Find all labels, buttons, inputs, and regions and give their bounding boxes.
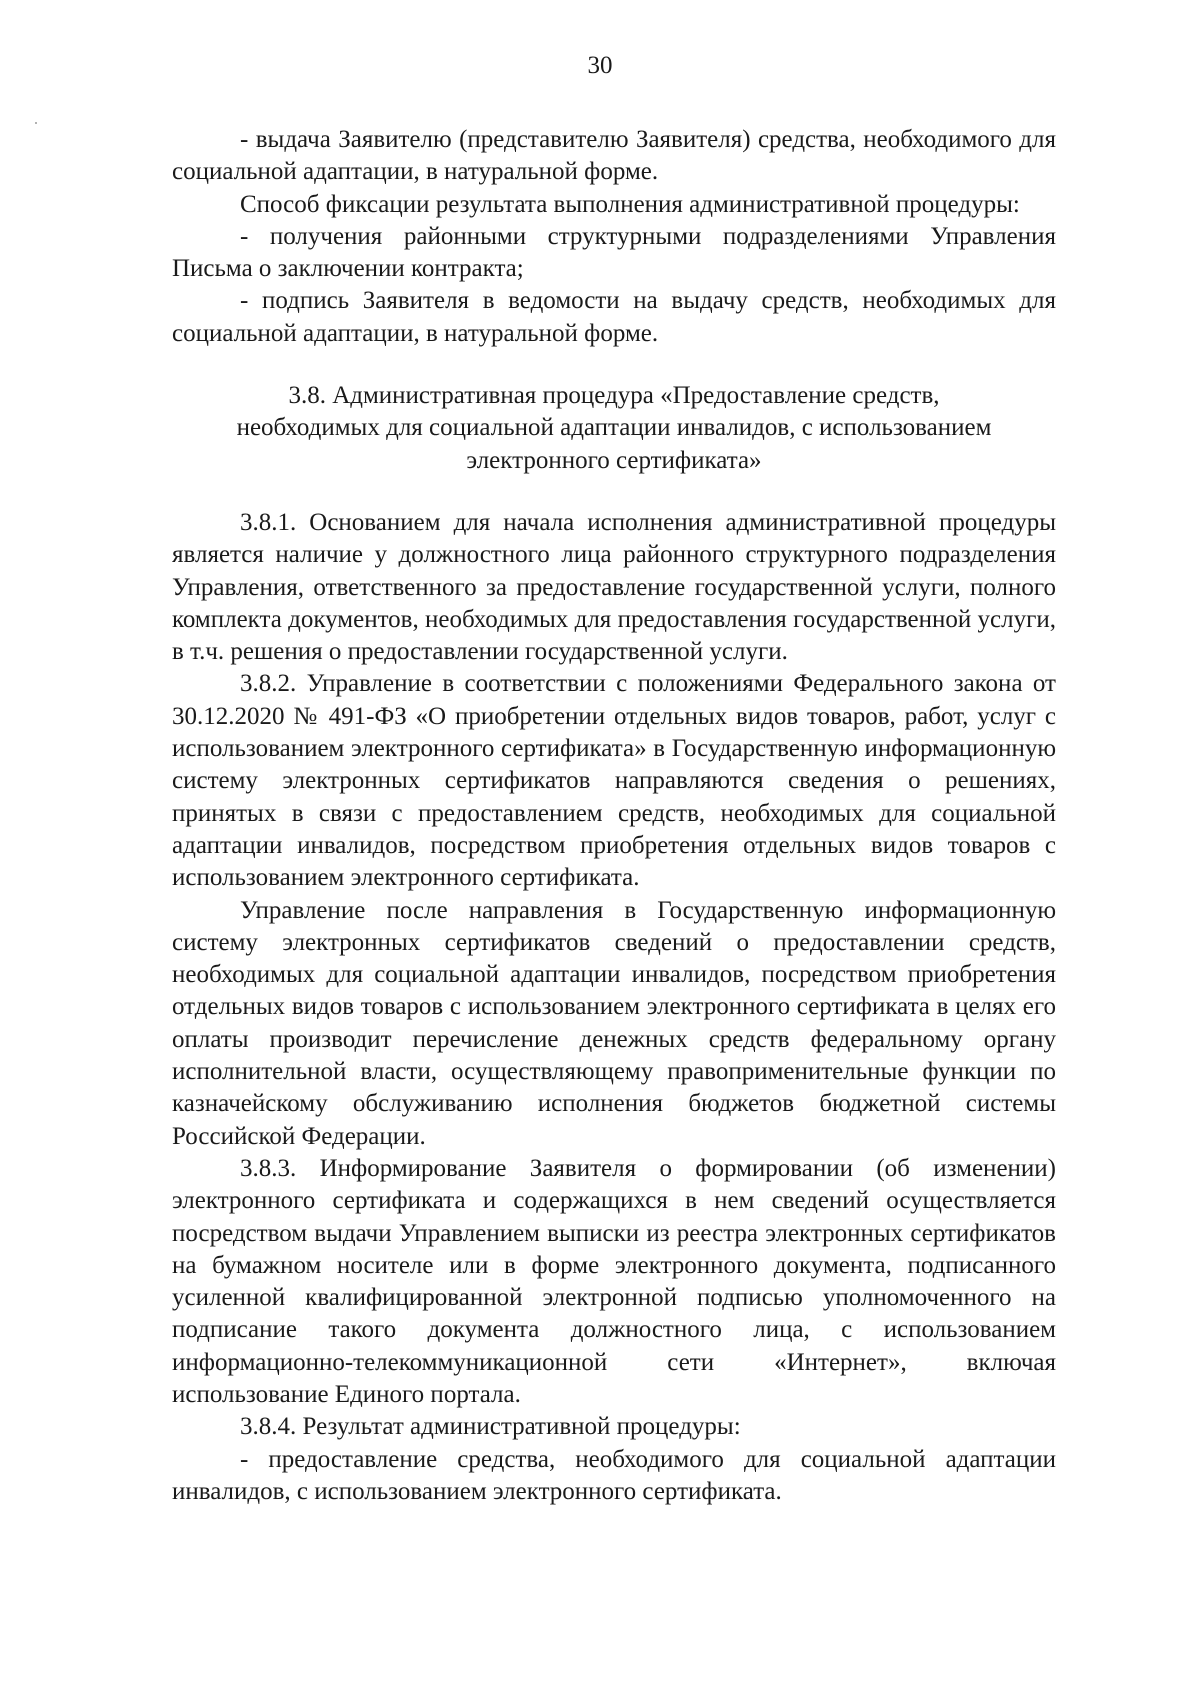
paragraph-issuance: - выдача Заявителю (представителю Заявителя) средства, необходимого для социальной адаптации, в натуральной форме.	[172, 126, 1056, 186]
paragraph-result: - предоставление средства, необходимого для социальной адаптации инвалидов, с использованием электронного сертификата.	[172, 1445, 1056, 1505]
paragraph-3-8-2: 3.8.2. Управление в соответствии с положениями Федерального закона от 30.12.2020 № 491-ФЗ «О приобретении отдельных видов товаров, работ, услуг с использованием электронного сертификата» в Государственную информационную систему электронных сертификатов направляются сведения о решениях, принятых в связи с предоставлением средств, необходимых для социальной адаптации инвалидов, посредством приобретения отдельных видов товаров с использованием электронного сертификата.	[172, 670, 1056, 892]
page-number: 30	[587, 52, 613, 79]
paragraph-fixation-method: Способ фиксации результата выполнения административной процедуры:	[240, 190, 1020, 218]
scan-speck	[35, 122, 37, 124]
document-body	[172, 124, 1056, 1508]
paragraph-signature: - подпись Заявителя в ведомости на выдачу средств, необходимых для социальной адаптации, в натуральной форме.	[172, 287, 1056, 347]
paragraph-contract-letter: - получения районными структурными подразделениями Управления Письма о заключении контракта;	[172, 222, 1056, 283]
paragraph-transfer: Управление после направления в Государственную информационную систему электронных сертификатов сведений о предоставлении средств, необходимых для социальной адаптации инвалидов, посредством приобретения отдельных видов товаров с использованием электронного сертификата в целях его оплаты производит перечисление денежных средств федеральному органу исполнительной власти, осуществляющему правоприменительные функции по казначейскому обслуживанию исполнения бюджетов бюджетной системы Российской Федерации.	[172, 896, 1056, 1150]
section-heading-line-1: 3.8. Административная процедура «Предоставление средств,	[288, 382, 940, 410]
paragraph-3-8-1: 3.8.1. Основанием для начала исполнения административной процедуры является наличие у должностного лица районного структурного подразделения Управления, ответственного за предоставление государственной услуги, полного комплекта документов, необходимых для предоставления государственной услуги, в т.ч. решения о предоставлении государственной услуги.	[172, 508, 1056, 666]
paragraph-3-8-4: 3.8.4. Результат административной процедуры:	[240, 1413, 741, 1441]
section-heading-line-3: электронного сертификата»	[466, 446, 762, 474]
section-heading-line-2: необходимых для социальной адаптации инвалидов, с использованием	[236, 414, 992, 442]
section-heading	[172, 380, 1056, 477]
paragraph-3-8-3: 3.8.3. Информирование Заявителя о формировании (об изменении) электронного сертификата и содержащихся в нем сведений осуществляется посредством выдачи Управлением выписки из реестра электронных сертификатов на бумажном носителе или в форме электронного документа, подписанного усиленной квалифицированной электронной подписью уполномоченного на подписание такого документа должностного лица, с использованием информационно-телекоммуникационной сети «Интернет», включая использование Единого портала.	[172, 1154, 1056, 1408]
